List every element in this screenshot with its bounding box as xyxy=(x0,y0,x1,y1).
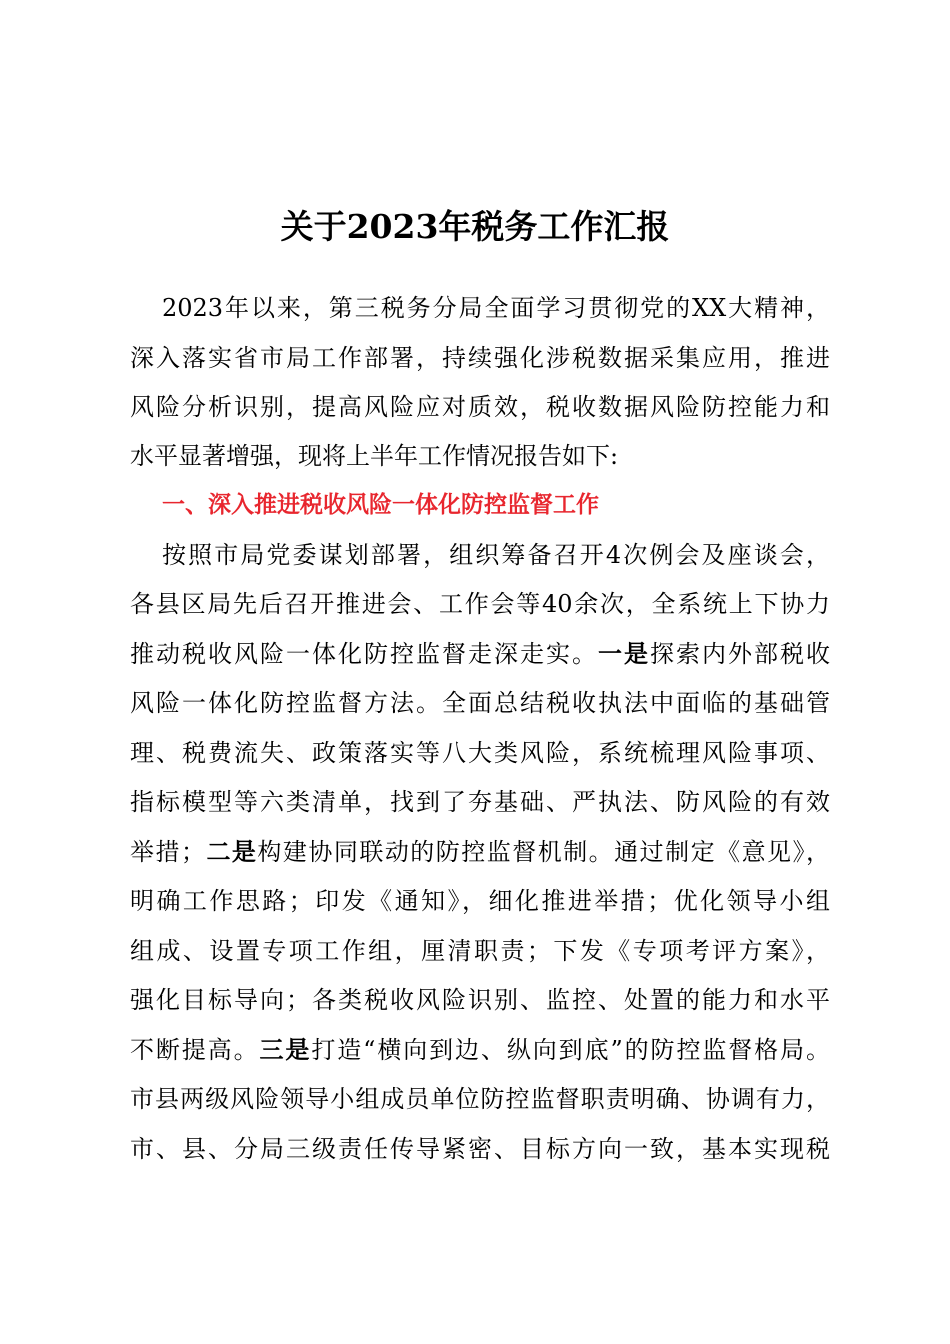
intro-line-1: 2023年以来，第三税务分局全面学习贯彻党的XX大精神， xyxy=(162,294,830,322)
emphasis-ershi: 二是 xyxy=(204,837,258,866)
section-1-line-9: 组成、设置专项工作组，厘清职责；下发《专项考评方案》， xyxy=(130,937,830,965)
text-run: 探索内外部税收 xyxy=(650,640,830,668)
document-title: 关于2023年税务工作汇报 xyxy=(280,207,670,246)
text-run: 构建协同联动的防控监督机制。通过制定《意见》， xyxy=(257,838,831,866)
section-1-line-7 xyxy=(130,827,830,877)
section-1-line-6: 指标模型等六类清单，找到了夯基础、严执法、防风险的有效 xyxy=(130,788,830,816)
intro-line-4: 水平显著增强，现将上半年工作情况报告如下: xyxy=(130,442,619,470)
emphasis-yishi: 一是 xyxy=(598,639,650,668)
section-1-line-11 xyxy=(130,1025,830,1075)
text-run: 打造“横向到边、纵向到底”的防控监督格局。 xyxy=(311,1036,830,1064)
section-1-line-10: 强化目标导向；各类税收风险识别、监控、处置的能力和水平 xyxy=(130,986,830,1014)
section-1-line-12: 市县两级风险领导小组成员单位防控监督职责明确、协调有力， xyxy=(130,1085,830,1113)
section-1-line-13: 市、县、分局三级责任传导紧密、目标方向一致，基本实现税 xyxy=(130,1135,830,1163)
section-1-line-1: 按照市局党委谋划部署，组织筹备召开4次例会及座谈会， xyxy=(162,541,830,569)
section-1-line-4: 风险一体化防控监督方法。全面总结税收执法中面临的基础管 xyxy=(130,689,830,717)
section-1-heading: 一、深入推进税收风险一体化防控监督工作 xyxy=(162,492,599,518)
text-run: 不断提高。 xyxy=(130,1036,260,1064)
section-1-line-8: 明确工作思路；印发《通知》，细化推进举措；优化领导小组 xyxy=(130,887,830,915)
text-run: 举措； xyxy=(130,838,205,866)
intro-line-2: 深入落实省市局工作部署，持续强化涉税数据采集应用，推进 xyxy=(130,344,830,372)
intro-line-3: 风险分析识别，提高风险应对质效，税收数据风险防控能力和 xyxy=(130,393,830,421)
section-1-line-3 xyxy=(130,629,830,679)
emphasis-sanshi: 三是 xyxy=(259,1035,312,1064)
section-1-line-2: 各县区局先后召开推进会、工作会等40余次，全系统上下协力 xyxy=(130,590,830,618)
text-run: 推动税收风险一体化防控监督走深走实。 xyxy=(130,640,598,668)
section-1-line-5: 理、税费流失、政策落实等八大类风险，系统梳理风险事项、 xyxy=(130,739,830,767)
